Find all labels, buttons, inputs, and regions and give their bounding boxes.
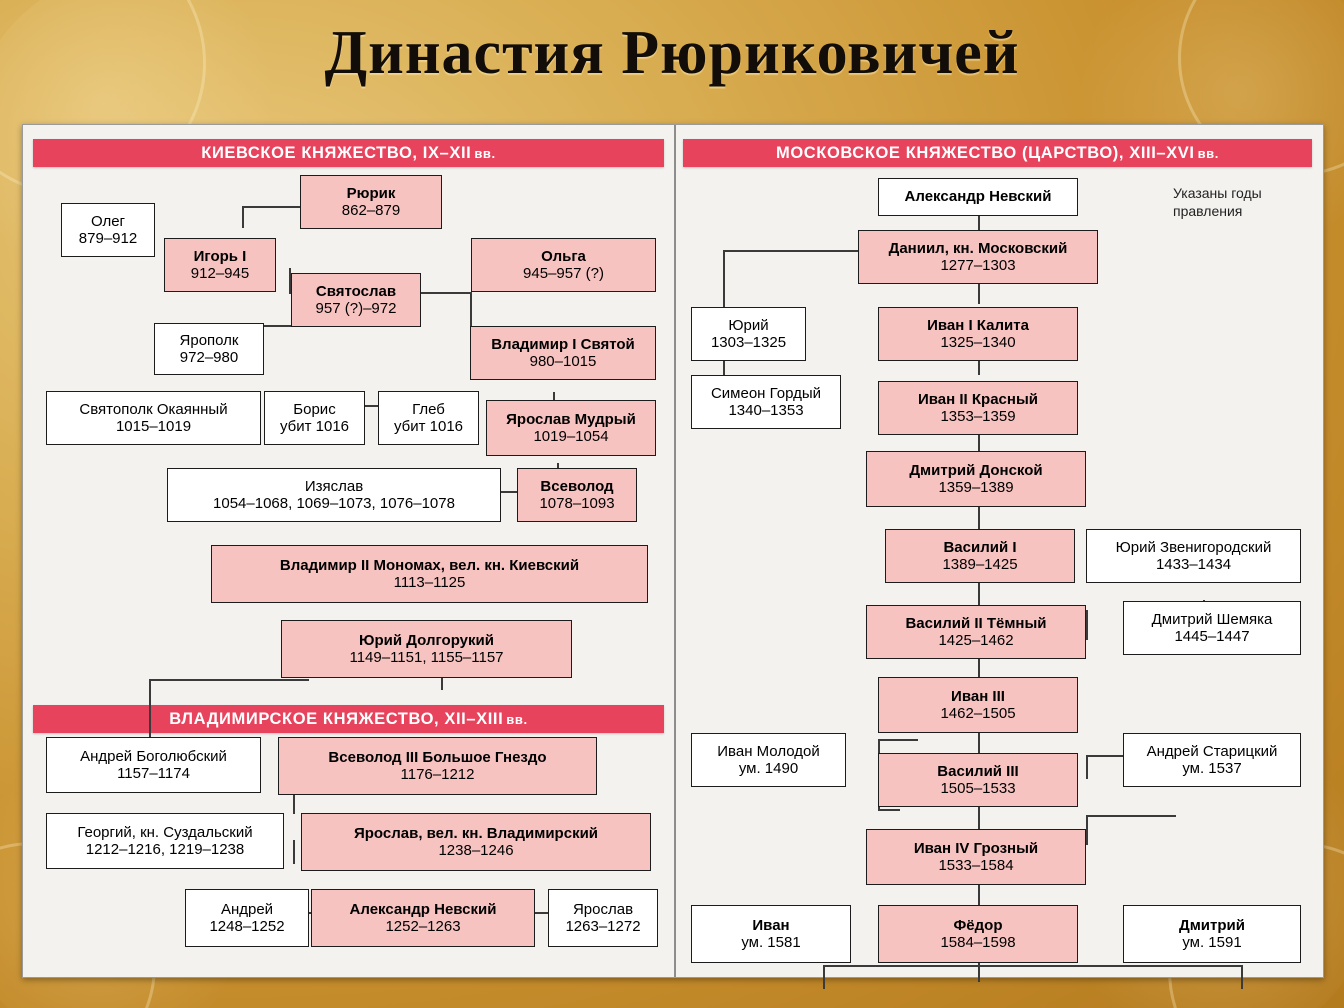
node-years: 957 (?)–972 — [315, 300, 397, 317]
chart-board — [22, 124, 1324, 978]
node-name: Иван — [752, 916, 790, 934]
node-name: Владимир I Святой — [491, 335, 635, 353]
node-name: Андрей Боголюбский — [80, 747, 227, 765]
node-name: Изяслав — [304, 477, 364, 495]
banner-kiev-suffix: вв. — [474, 145, 496, 161]
node-years: 1340–1353 — [728, 402, 804, 419]
node-name: Святополк Окаянный — [79, 400, 228, 418]
node-years: 945–957 (?) — [523, 265, 604, 282]
node-years: 1445–1447 — [1174, 628, 1250, 645]
node-vsevolod-iii[interactable] — [278, 737, 597, 795]
node-andrei-staritsky[interactable] — [1123, 733, 1301, 787]
node-name: Ярослав, вел. кн. Владимирский — [353, 824, 599, 842]
node-years: 1425–1462 — [938, 632, 1014, 649]
connector — [978, 807, 980, 831]
node-name: Василий III — [937, 762, 1019, 780]
node-dmitry-donskoy[interactable] — [866, 451, 1086, 507]
connector — [823, 965, 1243, 967]
banner-vladimir-text: ВЛАДИМИРСКОЕ КНЯЖЕСТВО, XII–XIII — [169, 709, 504, 728]
node-ivan-iv-grozny[interactable] — [866, 829, 1086, 885]
node-ivan-ii-krasny[interactable] — [878, 381, 1078, 435]
node-olga[interactable] — [471, 238, 656, 292]
node-fedor[interactable] — [878, 905, 1078, 963]
node-years: 1113–1125 — [393, 574, 466, 591]
node-years: 1389–1425 — [942, 556, 1018, 573]
node-name: Фёдор — [953, 916, 1003, 934]
node-name: Юрий Звенигородский — [1115, 538, 1272, 556]
node-vasily-i[interactable] — [885, 529, 1075, 583]
node-dmitry[interactable] — [1123, 905, 1301, 963]
node-name: Даниил, кн. Московский — [888, 239, 1068, 257]
node-yaropolk[interactable] — [154, 323, 264, 375]
node-years: 1533–1584 — [938, 857, 1014, 874]
node-name: Глеб — [412, 400, 445, 418]
node-oleg[interactable] — [61, 203, 155, 257]
connector — [978, 731, 980, 753]
node-name: Игорь I — [193, 247, 247, 265]
node-name: Иван Молодой — [717, 742, 820, 760]
node-name: Борис — [293, 400, 336, 418]
node-years: 862–879 — [341, 202, 401, 219]
node-name: Дмитрий Шемяка — [1151, 610, 1273, 628]
connector — [1086, 755, 1088, 779]
connector — [1241, 965, 1243, 989]
node-yuri[interactable] — [691, 307, 806, 361]
connector — [242, 206, 244, 228]
node-years: 1303–1325 — [710, 334, 787, 351]
node-izyaslav[interactable] — [167, 468, 501, 522]
node-ivan-i-kalita[interactable] — [878, 307, 1078, 361]
node-years: ум. 1591 — [1182, 934, 1242, 951]
node-years: 1433–1434 — [1155, 556, 1232, 573]
node-name: Василий I — [943, 538, 1017, 556]
node-aleksandr-nevsky-vladimir[interactable] — [311, 889, 535, 947]
banner-vladimir — [33, 705, 664, 733]
node-name: Ярослав Мудрый — [506, 410, 636, 428]
node-vladimir-i[interactable] — [470, 326, 656, 380]
node-years: 1359–1389 — [938, 479, 1014, 496]
node-years: 1078–1093 — [539, 495, 615, 512]
legend-note: Указаны годы правления — [1173, 185, 1262, 219]
node-years: 1325–1340 — [940, 334, 1016, 351]
node-name: Всеволод — [540, 477, 614, 495]
node-name: Андрей — [220, 900, 274, 918]
node-name: Юрий Долгорукий — [359, 631, 494, 649]
node-name: Василий II Тёмный — [905, 614, 1047, 632]
node-dmitry-shemyaka[interactable] — [1123, 601, 1301, 655]
node-years: 1149–1151, 1155–1157 — [349, 649, 504, 666]
node-name: Ярополк — [179, 331, 239, 349]
banner-moscow-text: МОСКОВСКОЕ КНЯЖЕСТВО (ЦАРСТВО), XIII–XVI — [776, 143, 1195, 162]
node-daniil-moskovsky[interactable] — [858, 230, 1098, 284]
connector — [723, 250, 725, 310]
node-moscow-aleksandr-nevsky[interactable] — [878, 178, 1078, 216]
node-yaroslav[interactable] — [548, 889, 658, 947]
connector — [823, 965, 825, 989]
node-yuri-zvenigorodsky[interactable] — [1086, 529, 1301, 583]
node-years: 1263–1272 — [565, 918, 641, 935]
node-years: ум. 1581 — [741, 934, 801, 951]
node-svyatopolk[interactable] — [46, 391, 261, 445]
banner-moscow — [683, 139, 1312, 167]
node-years: 972–980 — [179, 349, 239, 366]
connector — [1086, 610, 1088, 640]
node-andrei-bogolyubsky[interactable] — [46, 737, 261, 793]
node-years: 1584–1598 — [940, 934, 1016, 951]
node-ivan-iii[interactable] — [878, 677, 1078, 733]
node-years: 912–945 — [190, 265, 250, 282]
connector — [1086, 815, 1088, 845]
node-years: 1176–1212 — [400, 766, 475, 783]
node-vasily-ii-temny[interactable] — [866, 605, 1086, 659]
node-years: убит 1016 — [279, 418, 350, 435]
node-georgy-suzdalsky[interactable] — [46, 813, 284, 869]
banner-vladimir-suffix: вв. — [506, 711, 528, 727]
node-years: 1212–1216, 1219–1238 — [85, 841, 245, 858]
node-vsevolod[interactable] — [517, 468, 637, 522]
node-name: Ольга — [541, 247, 586, 265]
node-svyatoslav[interactable] — [291, 273, 421, 327]
node-simeon-gordy[interactable] — [691, 375, 841, 429]
banner-kiev-text: КИЕВСКОЕ КНЯЖЕСТВО, IX–XII — [201, 143, 472, 162]
connector — [978, 580, 980, 606]
node-gleb[interactable] — [378, 391, 479, 445]
node-vladimir-monomakh[interactable] — [211, 545, 648, 603]
node-yuri-dolgoruky[interactable] — [281, 620, 572, 678]
node-andrei[interactable] — [185, 889, 309, 947]
node-ivan-son[interactable] — [691, 905, 851, 963]
node-name: Юрий — [728, 316, 769, 334]
banner-kiev — [33, 139, 664, 167]
node-years: ум. 1537 — [1182, 760, 1242, 777]
node-name: Ярослав — [572, 900, 634, 918]
node-name: Дмитрий Донской — [909, 461, 1043, 479]
node-years: 1277–1303 — [940, 257, 1016, 274]
connector — [470, 292, 472, 326]
connector — [978, 960, 980, 982]
node-name: Георгий, кн. Суздальский — [77, 823, 253, 841]
node-name: Рюрик — [346, 184, 396, 202]
node-years: 879–912 — [78, 230, 138, 247]
node-years: ум. 1490 — [738, 760, 799, 777]
connector — [978, 657, 980, 679]
connector — [421, 292, 471, 294]
connector — [242, 206, 302, 208]
node-vasily-iii[interactable] — [878, 753, 1078, 807]
node-years: 1505–1533 — [940, 780, 1016, 797]
node-name: Всеволод III Большое Гнездо — [328, 748, 547, 766]
node-years: 1019–1054 — [533, 428, 609, 445]
node-name: Симеон Гордый — [710, 384, 822, 402]
node-name: Александр Невский — [349, 900, 497, 918]
node-years: 1054–1068, 1069–1073, 1076–1078 — [213, 495, 455, 512]
connector — [878, 809, 900, 811]
column-divider — [674, 125, 676, 977]
node-years: 1157–1174 — [117, 765, 190, 782]
node-boris[interactable] — [264, 391, 365, 445]
node-name: Иван IV Грозный — [913, 839, 1039, 857]
node-name: Андрей Старицкий — [1146, 742, 1278, 760]
node-name: Святослав — [315, 282, 397, 300]
node-years: 1462–1505 — [940, 705, 1016, 722]
node-igor-i[interactable] — [164, 238, 276, 292]
node-rurik[interactable] — [300, 175, 442, 229]
node-years: 980–1015 — [529, 353, 597, 370]
node-name: Иван II Красный — [918, 390, 1038, 408]
node-name: Дмитрий — [1179, 916, 1245, 934]
node-years: 1353–1359 — [940, 408, 1016, 425]
connector — [878, 739, 918, 741]
node-years: 1015–1019 — [115, 418, 192, 435]
node-years: 1252–1263 — [385, 918, 461, 935]
connector — [149, 679, 309, 681]
page-title: Династия Рюриковичей — [324, 19, 1020, 87]
connector — [1086, 815, 1176, 817]
node-name: Иван I Калита — [927, 316, 1029, 334]
banner-moscow-suffix: вв. — [1197, 145, 1219, 161]
connector — [293, 840, 295, 864]
node-yaroslav-vladimirsky[interactable] — [301, 813, 651, 871]
node-years: убит 1016 — [393, 418, 464, 435]
node-yaroslav-mudry[interactable] — [486, 400, 656, 456]
connector — [978, 883, 980, 907]
node-years: 1238–1246 — [438, 842, 514, 859]
node-name: Александр Невский — [904, 188, 1052, 206]
node-name: Иван III — [951, 687, 1005, 705]
node-name: Владимир II Мономах, вел. кн. Киевский — [279, 556, 580, 574]
node-ivan-molodoy[interactable] — [691, 733, 846, 787]
node-name: Олег — [90, 212, 126, 230]
node-years: 1248–1252 — [209, 918, 285, 935]
